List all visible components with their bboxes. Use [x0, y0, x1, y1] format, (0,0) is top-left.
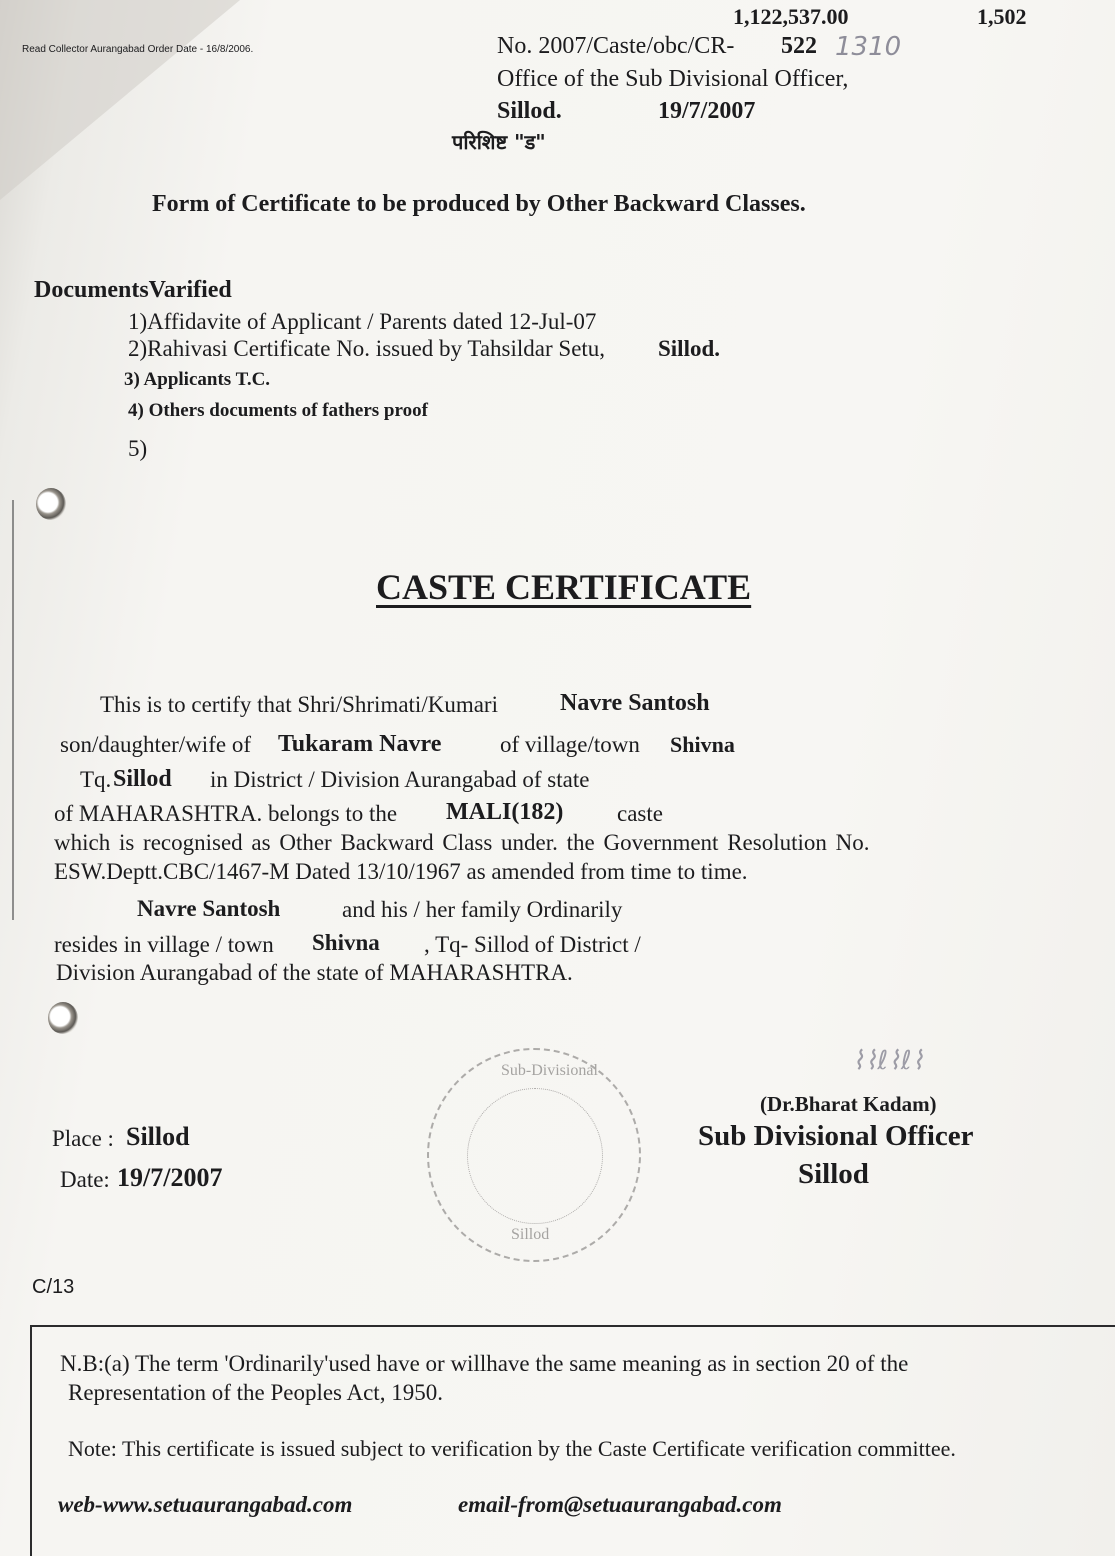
form-code: C/13	[32, 1276, 75, 1298]
folded-corner-shadow	[0, 0, 240, 200]
verification-note: Note: This certificate is issued subject to verification by the Caste Certificate verification committee.	[68, 1436, 956, 1461]
signer-designation: Sub Divisional Officer	[698, 1120, 974, 1152]
place-value: Sillod	[126, 1122, 190, 1151]
document-item-2-place: Sillod.	[658, 336, 721, 361]
date-value: 19/7/2007	[117, 1163, 223, 1192]
footer-left-border	[30, 1325, 32, 1556]
resident-village: Shivna	[312, 930, 380, 955]
father-name: Tukaram Navre	[278, 731, 442, 757]
document-item-3: 3) Applicants T.C.	[124, 369, 271, 390]
body-line-8-post: , Tq- Sillod of District /	[424, 932, 641, 957]
date-label: Date:	[60, 1167, 110, 1192]
email: email-from@setuaurangabad.com	[458, 1492, 782, 1517]
village-name: Shivna	[670, 732, 735, 757]
amount: 1,122,537.00	[733, 4, 849, 29]
header-date: 19/7/2007	[658, 98, 756, 124]
body-line-1: This is to certify that Shri/Shrimati/Kumari	[100, 692, 498, 717]
margin-line	[12, 500, 14, 920]
body-line-7: and his / her family Ordinarily	[342, 897, 623, 922]
body-line-8-pre: resides in village / town	[54, 932, 274, 957]
body-line-9: Division Aurangabad of the state of MAHARASHTRA.	[56, 960, 573, 985]
form-title: Form of Certificate to be produced by Other Backward Classes.	[152, 191, 806, 217]
place-label: Place :	[52, 1126, 114, 1151]
body-line-5: which is recognised as Other Backward Class under. the Government Resolution No.	[54, 830, 870, 855]
reference-note: Read Collector Aurangabad Order Date - 16/8/2006.	[22, 44, 254, 55]
seal-top-text: Sub-Divisional	[501, 1062, 598, 1079]
official-seal	[427, 1048, 641, 1262]
certificate-title: CASTE CERTIFICATE	[376, 567, 752, 607]
signer-name: (Dr.Bharat Kadam)	[760, 1092, 937, 1116]
resident-name: Navre Santosh	[137, 896, 281, 921]
body-line-3: in District / Division Aurangabad of state	[210, 767, 590, 792]
handwritten-signature: ⌇⌇ℓ⌇ℓ⌇	[852, 1046, 925, 1076]
punch-hole-bottom	[48, 1002, 78, 1034]
body-line-2-mid: of village/town	[500, 732, 640, 757]
document-item-1: 1)Affidavite of Applicant / Parents dated 12-Jul-07	[128, 309, 597, 334]
header-place: Sillod.	[497, 98, 562, 124]
seal-bottom-text: Sillod	[511, 1226, 550, 1243]
caste-name: MALI(182)	[446, 799, 564, 825]
taluka-name: Sillod	[113, 766, 172, 792]
applicant-name: Navre Santosh	[560, 690, 710, 716]
body-line-4-post: caste	[617, 801, 663, 826]
office-line: Office of the Sub Divisional Officer,	[497, 66, 849, 92]
body-line-4-pre: of MAHARASHTRA. belongs to the	[54, 801, 398, 826]
certificate-number-prefix: No. 2007/Caste/obc/CR-	[497, 33, 735, 59]
body-line-6: ESW.Deptt.CBC/1467-M Dated 13/10/1967 as amended from time to time.	[54, 859, 748, 884]
nb-line-2: Representation of the Peoples Act, 1950.	[68, 1380, 443, 1405]
handwritten-number: 1310	[835, 32, 902, 62]
document-item-4: 4) Others documents of fathers proof	[128, 400, 428, 421]
documents-heading: DocumentsVarified	[34, 277, 232, 303]
document-item-5: 5)	[128, 436, 148, 461]
website: web-www.setuaurangabad.com	[58, 1492, 353, 1517]
nb-line-1: N.B:(a) The term 'Ordinarily'used have or willhave the same meaning as in section 20 of the	[60, 1351, 909, 1376]
footer-divider	[30, 1325, 1115, 1327]
document-item-2: 2)Rahivasi Certificate No. issued by Tahsildar Setu,	[128, 336, 606, 361]
count: 1,502	[977, 4, 1027, 29]
body-line-2-pre: son/daughter/wife of	[60, 732, 251, 757]
seal-inner-ring	[467, 1088, 603, 1224]
punch-hole-top	[36, 488, 66, 520]
certificate-number-value: 522	[781, 33, 817, 59]
signer-station: Sillod	[798, 1158, 869, 1190]
appendix-label: परिशिष्ट "ड"	[452, 130, 546, 154]
taluka-label: Tq.	[80, 767, 112, 792]
